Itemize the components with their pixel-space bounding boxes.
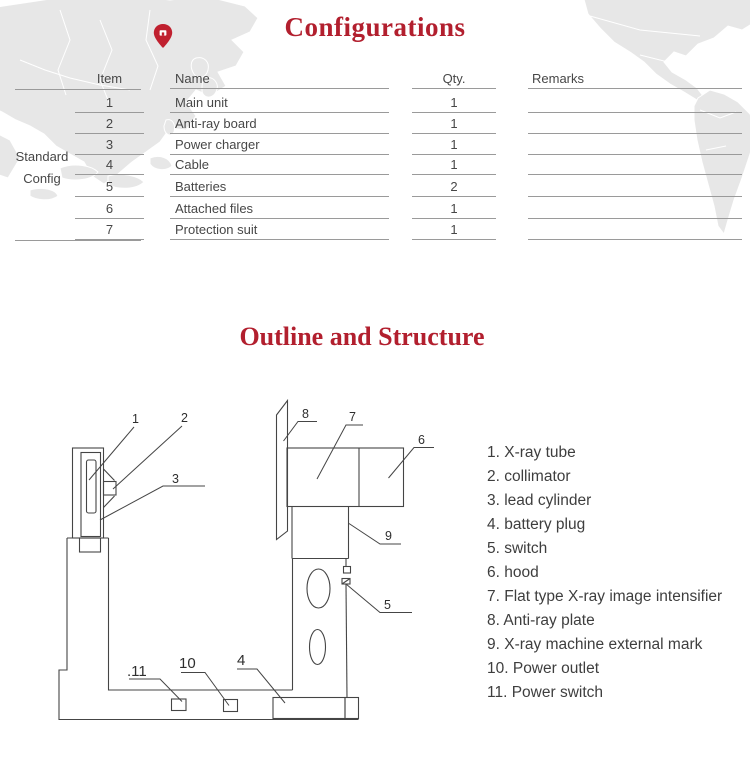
remarks-cell [528, 201, 742, 219]
remarks-cell [528, 157, 742, 175]
table-row [0, 222, 750, 243]
table-row [0, 201, 750, 222]
anti-ray-plate [277, 401, 288, 540]
table-row [0, 179, 750, 200]
table-row [0, 137, 750, 158]
table-header-row [0, 71, 750, 92]
name-cell: Main unit [170, 95, 389, 113]
header-qty: Qty. [412, 71, 496, 89]
table-row [0, 95, 750, 116]
label-2: 2 [181, 411, 188, 425]
outline-structure-title: Outline and Structure [239, 322, 485, 351]
item-cell: 7 [75, 222, 144, 240]
table-row [0, 116, 750, 137]
header-name: Name [170, 71, 389, 89]
parts-list-item: 7. Flat type X-ray image intensifier [487, 588, 723, 605]
column [293, 559, 348, 698]
item-cell: 4 [75, 157, 144, 175]
qty-cell: 1 [412, 157, 496, 175]
label-7: 7 [349, 410, 356, 424]
label-9: 9 [385, 529, 392, 543]
name-cell: Attached files [170, 201, 389, 219]
item-cell: 6 [75, 201, 144, 219]
group-label-config: Config [23, 171, 61, 186]
remarks-cell [528, 222, 742, 240]
item-cell: 3 [75, 137, 144, 155]
table-row [0, 157, 750, 178]
name-cell: Cable [170, 157, 389, 175]
parts-list-item: 2. collimator [487, 468, 571, 485]
configurations-title: Configurations [284, 12, 466, 42]
xray-tube-unit [73, 448, 117, 552]
configurations-table [0, 0, 750, 260]
parts-list-item: 4. battery plug [487, 516, 586, 533]
parts-list-item: 9. X-ray machine external mark [487, 636, 703, 653]
parts-list-item: 11. Power switch [487, 684, 604, 701]
remarks-cell [528, 179, 742, 197]
parts-list [487, 441, 722, 705]
header-item: Item [96, 71, 123, 86]
label-10: 10 [179, 655, 196, 672]
qty-cell: 2 [412, 179, 496, 197]
parts-list-item: 3. lead cylinder [487, 492, 592, 509]
qty-cell: 1 [412, 116, 496, 134]
qty-cell: 1 [412, 201, 496, 219]
switch-detail [342, 567, 351, 585]
xray-machine-diagram [40, 385, 475, 730]
parts-list-item: 10. Power outlet [487, 660, 600, 677]
parts-list-item: 1. X-ray tube [487, 444, 576, 461]
label-5: 5 [384, 598, 391, 612]
header-remarks: Remarks [528, 71, 742, 89]
label-1: 1 [132, 412, 139, 426]
label-11: .11 [127, 663, 147, 680]
name-cell: Protection suit [170, 222, 389, 240]
neck [292, 507, 349, 559]
qty-cell: 1 [412, 137, 496, 155]
power-switch-square [172, 699, 187, 711]
base-frame [59, 538, 359, 720]
group-label-standard: Standard [15, 149, 69, 164]
remarks-cell [528, 137, 742, 155]
intensifier-box [287, 448, 404, 507]
name-cell: Power charger [170, 137, 389, 155]
remarks-cell [528, 95, 742, 113]
item-cell: 1 [75, 95, 144, 113]
name-cell: Batteries [170, 179, 389, 197]
label-3: 3 [172, 472, 179, 486]
battery-base-plate [273, 698, 359, 719]
parts-list-item: 8. Anti-ray plate [487, 612, 595, 629]
remarks-cell [528, 116, 742, 134]
name-cell: Anti-ray board [170, 116, 389, 134]
label-6: 6 [418, 433, 425, 447]
item-cell: 2 [75, 116, 144, 134]
qty-cell: 1 [412, 95, 496, 113]
parts-list-item: 6. hood [487, 564, 539, 581]
label-4: 4 [237, 652, 246, 669]
parts-list-item: 5. switch [487, 540, 548, 557]
item-cell: 5 [75, 179, 144, 197]
label-8: 8 [302, 407, 309, 421]
qty-cell: 1 [412, 222, 496, 240]
